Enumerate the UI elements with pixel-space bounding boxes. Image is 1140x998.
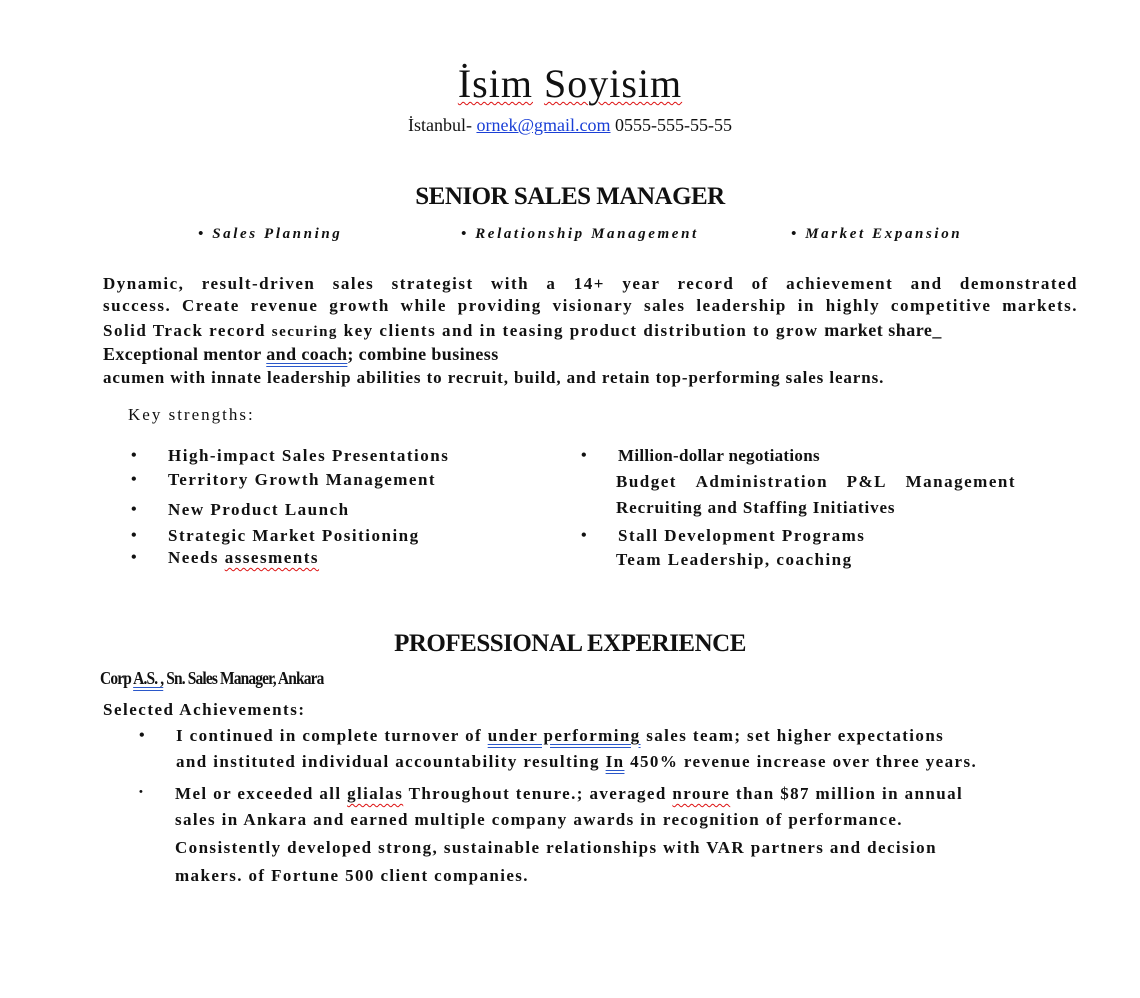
summary-line-3: Solid Track record securing key clients and in teasing product distribution to grow market share_: [103, 320, 942, 340]
bullet-icon: •: [139, 786, 143, 798]
achievement-2-line-2: sales in Ankara and earned multiple company awards in recognition of performance.: [175, 810, 903, 829]
experience-heading: PROFESSIONAL EXPERIENCE: [394, 630, 746, 657]
achievement-1-line-2: and instituted individual accountability resulting In 450% revenue increase over three years.: [176, 752, 978, 771]
strength-left-2: Territory Growth Management: [168, 470, 437, 489]
skill-relationship-management: • Relationship Management: [461, 226, 699, 242]
strength-left-5: Needs assesments: [168, 548, 320, 567]
strength-right-5: Team Leadership, coaching: [616, 550, 853, 569]
skill-market-expansion: • Market Expansion: [791, 226, 963, 242]
job-title: SENIOR SALES MANAGER: [415, 183, 725, 210]
summary-line-1: Dynamic, result-driven sales strategist with a 14+ year record of achievement and demonstrated: [103, 274, 1078, 293]
name-last: Soyisim: [543, 61, 683, 106]
summary-line-4: Exceptional mentor and coach; combine business: [103, 344, 499, 364]
strength-right-3: Recruiting and Staffing Initiatives: [616, 498, 896, 517]
strength-right-2: Budget Administration P&L Management: [616, 472, 1016, 491]
bullet-icon: •: [131, 471, 137, 488]
summary-line-5: acumen with innate leadership abilities to recruit, build, and retain top-performing sales learns.: [103, 368, 885, 387]
bullet-icon: •: [131, 447, 137, 464]
summary-line-2: success. Create revenue growth while providing visionary sales leadership in highly competitive markets.: [103, 296, 1078, 315]
bullet-icon: •: [581, 527, 587, 544]
achievement-2-line-1: Mel or exceeded all glialas Throughout tenure.; averaged nroure than $87 million in annual: [175, 784, 964, 803]
email-link[interactable]: ornek@gmail.com: [476, 115, 611, 135]
achievement-2-line-3: Consistently developed strong, sustainable relationships with VAR partners and decision: [175, 838, 937, 857]
contact-line: [0, 115, 1140, 136]
strength-left-4: Strategic Market Positioning: [168, 526, 420, 545]
strength-left-1: High-impact Sales Presentations: [168, 446, 450, 465]
skill-sales-planning: • Sales Planning: [198, 226, 343, 242]
company-line: Corp A.S. , Sn. Sales Manager, Ankara: [100, 668, 324, 688]
bullet-icon: •: [131, 501, 137, 518]
strength-right-4: Stall Development Programs: [618, 526, 866, 545]
strength-right-1: Million-dollar negotiations: [618, 446, 820, 465]
bullet-icon: •: [139, 727, 145, 744]
achievement-2-line-4: makers. of Fortune 500 client companies.: [175, 866, 529, 885]
achievement-1-line-1: I continued in complete turnover of under performing sales team; set higher expectations: [176, 726, 945, 745]
bullet-icon: •: [131, 527, 137, 544]
bullet-icon: •: [131, 549, 137, 566]
name-first: İsim: [457, 61, 533, 106]
selected-achievements-heading: Selected Achievements:: [103, 700, 306, 719]
contact-city: İstanbul-: [407, 115, 472, 135]
candidate-name: [0, 60, 1140, 107]
bullet-icon: •: [581, 447, 587, 464]
contact-phone: 0555-555-55-55: [615, 115, 732, 135]
key-strengths-heading: Key strengths:: [128, 405, 255, 424]
strength-left-3: New Product Launch: [168, 500, 350, 519]
